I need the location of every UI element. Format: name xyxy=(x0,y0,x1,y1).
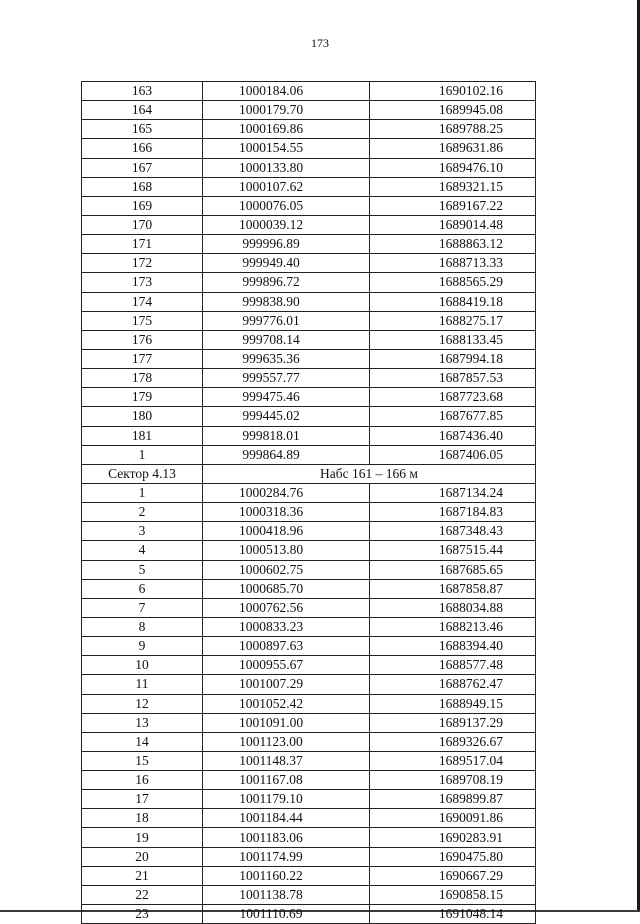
point-number-cell: 2 xyxy=(82,503,203,522)
table-row xyxy=(82,158,536,177)
point-number-cell: 165 xyxy=(82,120,203,139)
table-row xyxy=(82,139,536,158)
point-number-cell: 21 xyxy=(82,866,203,885)
point-number-cell: 175 xyxy=(82,311,203,330)
point-number-cell: 166 xyxy=(82,139,203,158)
table-row xyxy=(82,273,536,292)
point-number-cell: 173 xyxy=(82,273,203,292)
table-row xyxy=(82,522,536,541)
y-coordinate-cell: 1688419.18 xyxy=(370,292,536,311)
table-row xyxy=(82,809,536,828)
point-number-cell: 169 xyxy=(82,196,203,215)
x-coordinate-cell: 999475.46 xyxy=(203,388,370,407)
point-number-cell: 6 xyxy=(82,579,203,598)
x-coordinate-cell: 1000833.23 xyxy=(203,617,370,636)
x-coordinate-cell: 1000039.12 xyxy=(203,215,370,234)
y-coordinate-cell: 1690667.29 xyxy=(370,866,536,885)
table-row xyxy=(82,771,536,790)
x-coordinate-cell: 1000318.36 xyxy=(203,503,370,522)
point-number-cell: 1 xyxy=(82,445,203,464)
point-number-cell: 13 xyxy=(82,713,203,732)
x-coordinate-cell: 1001052.42 xyxy=(203,694,370,713)
point-number-cell: 4 xyxy=(82,541,203,560)
y-coordinate-cell: 1688762.47 xyxy=(370,675,536,694)
y-coordinate-cell: 1687134.24 xyxy=(370,483,536,502)
table-row xyxy=(82,560,536,579)
x-coordinate-cell: 1001138.78 xyxy=(203,885,370,904)
y-coordinate-cell: 1689899.87 xyxy=(370,790,536,809)
x-coordinate-cell: 999864.89 xyxy=(203,445,370,464)
table-row xyxy=(82,349,536,368)
point-number-cell: 171 xyxy=(82,235,203,254)
x-coordinate-cell: 1000133.80 xyxy=(203,158,370,177)
point-number-cell: 164 xyxy=(82,101,203,120)
x-coordinate-cell: 1000513.80 xyxy=(203,541,370,560)
point-number-cell: 181 xyxy=(82,426,203,445)
y-coordinate-cell: 1690102.16 xyxy=(370,82,536,101)
point-number-cell: 178 xyxy=(82,369,203,388)
y-coordinate-cell: 1689708.19 xyxy=(370,771,536,790)
x-coordinate-cell: 999949.40 xyxy=(203,254,370,273)
table-row xyxy=(82,82,536,101)
point-number-cell: 11 xyxy=(82,675,203,694)
y-coordinate-cell: 1687994.18 xyxy=(370,349,536,368)
y-coordinate-cell: 1690858.15 xyxy=(370,885,536,904)
x-coordinate-cell: 1000284.76 xyxy=(203,483,370,502)
table-row xyxy=(82,541,536,560)
point-number-cell: 170 xyxy=(82,215,203,234)
y-coordinate-cell: 1688394.40 xyxy=(370,637,536,656)
y-coordinate-cell: 1690475.80 xyxy=(370,847,536,866)
y-coordinate-cell: 1689945.08 xyxy=(370,101,536,120)
x-coordinate-cell: 1000169.86 xyxy=(203,120,370,139)
y-coordinate-cell: 1689517.04 xyxy=(370,751,536,770)
table-row xyxy=(82,751,536,770)
table-row xyxy=(82,732,536,751)
point-number-cell: 12 xyxy=(82,694,203,713)
y-coordinate-cell: 1688133.45 xyxy=(370,330,536,349)
point-number-cell: 17 xyxy=(82,790,203,809)
x-coordinate-cell: 1000897.63 xyxy=(203,637,370,656)
x-coordinate-cell: 1001123.00 xyxy=(203,732,370,751)
y-coordinate-cell: 1687348.43 xyxy=(370,522,536,541)
x-coordinate-cell: 1001167.08 xyxy=(203,771,370,790)
table-row xyxy=(82,790,536,809)
table-row xyxy=(82,847,536,866)
y-coordinate-cell: 1688213.46 xyxy=(370,617,536,636)
table-body-after xyxy=(82,483,536,923)
table-row xyxy=(82,713,536,732)
x-coordinate-cell: 1001007.29 xyxy=(203,675,370,694)
section-title: Набс 161 – 166 м xyxy=(203,464,536,483)
table-row xyxy=(82,885,536,904)
table-body-before xyxy=(82,82,536,465)
table-row xyxy=(82,637,536,656)
y-coordinate-cell: 1687515.44 xyxy=(370,541,536,560)
y-coordinate-cell: 1689476.10 xyxy=(370,158,536,177)
table-row xyxy=(82,311,536,330)
point-number-cell: 20 xyxy=(82,847,203,866)
x-coordinate-cell: 1000685.70 xyxy=(203,579,370,598)
y-coordinate-cell: 1688565.29 xyxy=(370,273,536,292)
table-row xyxy=(82,196,536,215)
y-coordinate-cell: 1690283.91 xyxy=(370,828,536,847)
table-row xyxy=(82,617,536,636)
table-row xyxy=(82,101,536,120)
point-number-cell: 179 xyxy=(82,388,203,407)
y-coordinate-cell: 1689326.67 xyxy=(370,732,536,751)
section-label: Сектор 4.13 xyxy=(82,464,203,483)
y-coordinate-cell: 1688577.48 xyxy=(370,656,536,675)
point-number-cell: 10 xyxy=(82,656,203,675)
table-row xyxy=(82,292,536,311)
y-coordinate-cell: 1688863.12 xyxy=(370,235,536,254)
y-coordinate-cell: 1689167.22 xyxy=(370,196,536,215)
y-coordinate-cell: 1688275.17 xyxy=(370,311,536,330)
point-number-cell: 5 xyxy=(82,560,203,579)
x-coordinate-cell: 1001179.10 xyxy=(203,790,370,809)
point-number-cell: 168 xyxy=(82,177,203,196)
table-row xyxy=(82,503,536,522)
point-number-cell: 167 xyxy=(82,158,203,177)
point-number-cell: 22 xyxy=(82,885,203,904)
y-coordinate-cell: 1689014.48 xyxy=(370,215,536,234)
x-coordinate-cell: 1001183.06 xyxy=(203,828,370,847)
x-coordinate-cell: 1000955.67 xyxy=(203,656,370,675)
y-coordinate-cell: 1688713.33 xyxy=(370,254,536,273)
table-row xyxy=(82,426,536,445)
y-coordinate-cell: 1687677.85 xyxy=(370,407,536,426)
x-coordinate-cell: 999838.90 xyxy=(203,292,370,311)
y-coordinate-cell: 1691048.14 xyxy=(370,905,536,924)
table-row xyxy=(82,330,536,349)
y-coordinate-cell: 1687436.40 xyxy=(370,426,536,445)
table-row xyxy=(82,235,536,254)
y-coordinate-cell: 1689137.29 xyxy=(370,713,536,732)
y-coordinate-cell: 1687685.65 xyxy=(370,560,536,579)
y-coordinate-cell: 1687184.83 xyxy=(370,503,536,522)
point-number-cell: 9 xyxy=(82,637,203,656)
point-number-cell: 180 xyxy=(82,407,203,426)
table-row xyxy=(82,866,536,885)
point-number-cell: 176 xyxy=(82,330,203,349)
x-coordinate-cell: 1000418.96 xyxy=(203,522,370,541)
table-row xyxy=(82,694,536,713)
table-row xyxy=(82,579,536,598)
x-coordinate-cell: 1001174.99 xyxy=(203,847,370,866)
point-number-cell: 19 xyxy=(82,828,203,847)
point-number-cell: 8 xyxy=(82,617,203,636)
x-coordinate-cell: 1000184.06 xyxy=(203,82,370,101)
x-coordinate-cell: 1001184.44 xyxy=(203,809,370,828)
y-coordinate-cell: 1688034.88 xyxy=(370,598,536,617)
table-row xyxy=(82,177,536,196)
x-coordinate-cell: 1001110.69 xyxy=(203,905,370,924)
table-row xyxy=(82,905,536,924)
table-row xyxy=(82,254,536,273)
table-row xyxy=(82,407,536,426)
y-coordinate-cell: 1689788.25 xyxy=(370,120,536,139)
table-row xyxy=(82,828,536,847)
point-number-cell: 163 xyxy=(82,82,203,101)
x-coordinate-cell: 999818.01 xyxy=(203,426,370,445)
point-number-cell: 23 xyxy=(82,905,203,924)
point-number-cell: 1 xyxy=(82,483,203,502)
table-row xyxy=(82,656,536,675)
x-coordinate-cell: 1000762.56 xyxy=(203,598,370,617)
x-coordinate-cell: 999635.36 xyxy=(203,349,370,368)
point-number-cell: 3 xyxy=(82,522,203,541)
y-coordinate-cell: 1690091.86 xyxy=(370,809,536,828)
table-row xyxy=(82,215,536,234)
x-coordinate-cell: 1000107.62 xyxy=(203,177,370,196)
point-number-cell: 7 xyxy=(82,598,203,617)
table-row xyxy=(82,598,536,617)
point-number-cell: 177 xyxy=(82,349,203,368)
page-number: 173 xyxy=(311,36,329,50)
x-coordinate-cell: 999776.01 xyxy=(203,311,370,330)
x-coordinate-cell: 1000602.75 xyxy=(203,560,370,579)
table-row xyxy=(82,445,536,464)
table-row xyxy=(82,388,536,407)
table-row xyxy=(82,675,536,694)
section-row xyxy=(82,464,536,483)
x-coordinate-cell: 1001148.37 xyxy=(203,751,370,770)
table-row xyxy=(82,483,536,502)
point-number-cell: 172 xyxy=(82,254,203,273)
y-coordinate-cell: 1687857.53 xyxy=(370,369,536,388)
x-coordinate-cell: 999896.72 xyxy=(203,273,370,292)
point-number-cell: 18 xyxy=(82,809,203,828)
x-coordinate-cell: 1000076.05 xyxy=(203,196,370,215)
section-header xyxy=(82,464,536,483)
point-number-cell: 16 xyxy=(82,771,203,790)
y-coordinate-cell: 1688949.15 xyxy=(370,694,536,713)
y-coordinate-cell: 1687858.87 xyxy=(370,579,536,598)
y-coordinate-cell: 1687723.68 xyxy=(370,388,536,407)
coordinates-table xyxy=(81,81,536,924)
y-coordinate-cell: 1689321.15 xyxy=(370,177,536,196)
x-coordinate-cell: 999708.14 xyxy=(203,330,370,349)
table-row xyxy=(82,120,536,139)
x-coordinate-cell: 1001160.22 xyxy=(203,866,370,885)
x-coordinate-cell: 999996.89 xyxy=(203,235,370,254)
point-number-cell: 15 xyxy=(82,751,203,770)
x-coordinate-cell: 999445.02 xyxy=(203,407,370,426)
x-coordinate-cell: 1000154.55 xyxy=(203,139,370,158)
x-coordinate-cell: 1000179.70 xyxy=(203,101,370,120)
y-coordinate-cell: 1689631.86 xyxy=(370,139,536,158)
y-coordinate-cell: 1687406.05 xyxy=(370,445,536,464)
table-row xyxy=(82,369,536,388)
x-coordinate-cell: 999557.77 xyxy=(203,369,370,388)
x-coordinate-cell: 1001091.00 xyxy=(203,713,370,732)
point-number-cell: 14 xyxy=(82,732,203,751)
point-number-cell: 174 xyxy=(82,292,203,311)
